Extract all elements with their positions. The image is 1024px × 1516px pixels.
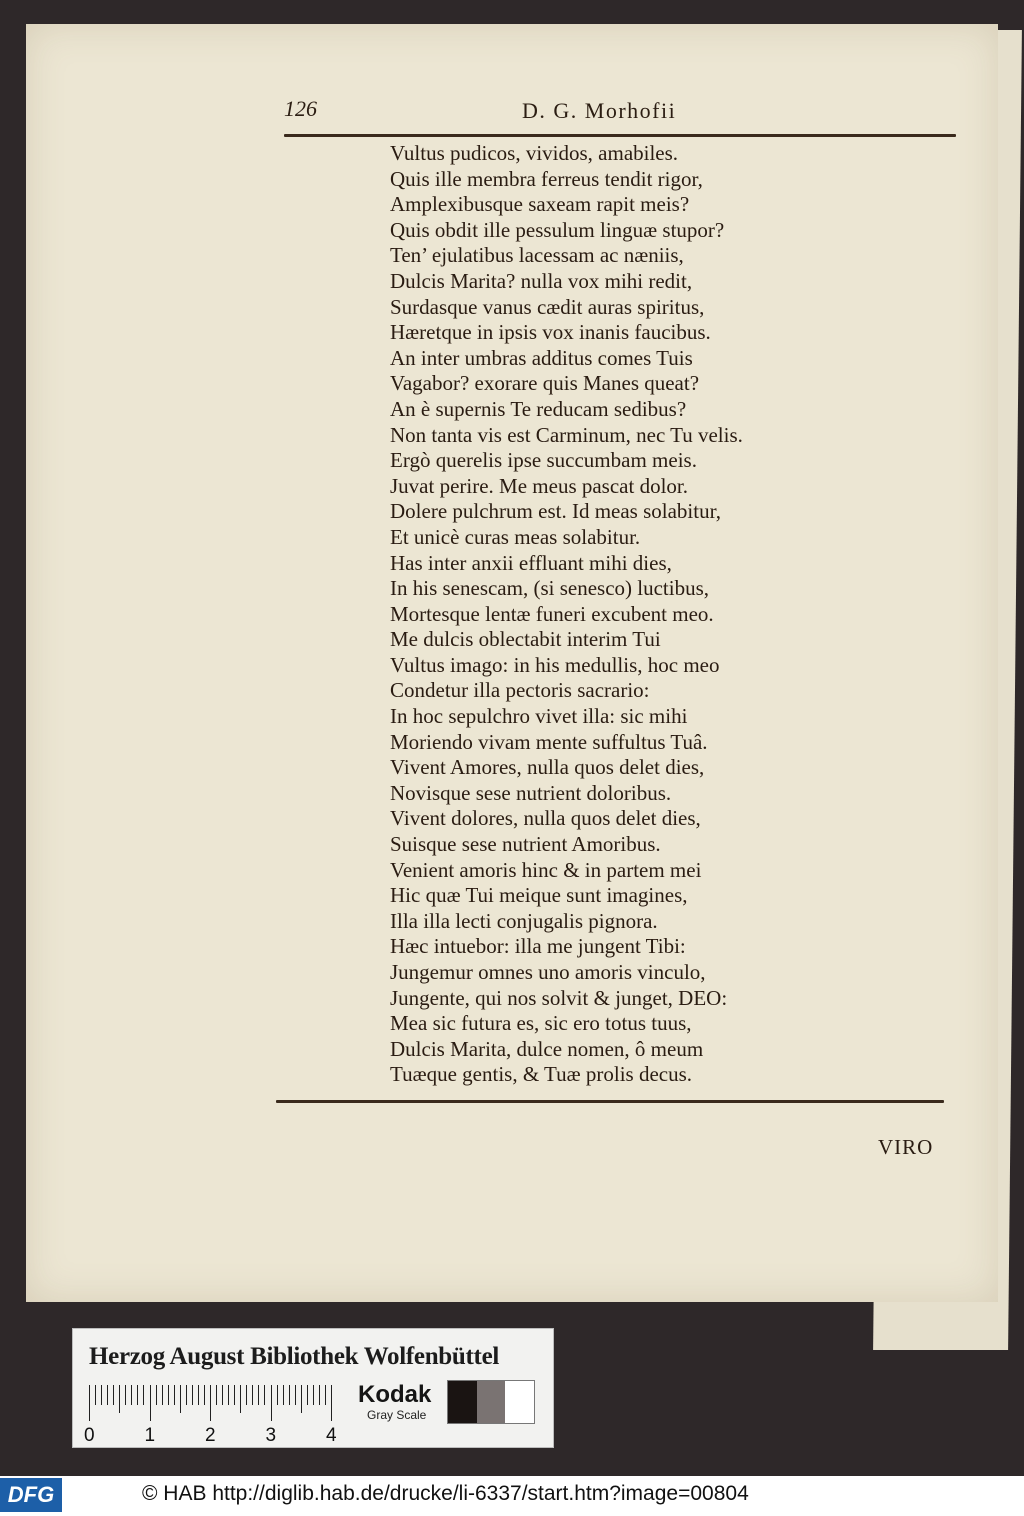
catchword: VIRO (878, 1135, 934, 1159)
verse-line: Illa illa lecti conjugalis pignora. (390, 908, 658, 933)
gray-scale-caption: Gray Scale (367, 1408, 427, 1422)
verse-line: Et unicè curas meas solabitur. (390, 524, 641, 549)
page-header (284, 96, 944, 130)
verse-line: Moriendo vivam mente suffultus Tuâ. (390, 729, 708, 754)
ruler-number: 0 (84, 1425, 95, 1446)
verse-line: Dulcis Marita? nulla vox mihi redit, (390, 268, 693, 293)
verse-line: In hoc sepulchro vivet illa: sic mihi (390, 704, 688, 729)
verse-line: Juvat perire. Me meus pascat dolor. (390, 473, 688, 498)
verse-line: Suisque sese nutrient Amoribus. (390, 832, 661, 857)
ruler-number: 4 (326, 1425, 337, 1446)
verse-line: Hæc intuebor: illa me jungent Tibi: (390, 934, 686, 959)
gray-swatch (477, 1381, 506, 1423)
verse-line: An è supernis Te reducam sedibus? (390, 396, 687, 421)
verse-line: Surdasque vanus cædit auras spiritus, (390, 294, 705, 319)
verse-line: Non tanta vis est Carminum, nec Tu velis. (390, 422, 743, 447)
ruler-tick (252, 1385, 253, 1405)
scale-ruler (84, 1385, 339, 1446)
library-label (72, 1328, 554, 1448)
ruler-tick (101, 1385, 102, 1405)
verse-line: Mortesque lentæ funeri excubent meo. (390, 601, 714, 626)
ruler-tick (301, 1385, 302, 1413)
ruler-tick (228, 1385, 229, 1405)
poem-verse (390, 141, 860, 1088)
verse-line: Has inter anxii effluant mihi dies, (390, 550, 672, 575)
copyright-link[interactable]: © HAB http://diglib.hab.de/drucke/li-6337/start.htm?image=00804 (142, 1482, 749, 1505)
verse-line: Hæretque in ipsis vox inanis faucibus. (390, 320, 711, 345)
ruler-tick (295, 1385, 296, 1405)
verse-line: Quis obdit ille pessulum linguæ stupor? (390, 217, 725, 242)
verse-line: Jungente, qui nos solvit & junget, DEO: (390, 985, 728, 1010)
verse-line: Venient amoris hinc & in partem mei (390, 857, 702, 882)
verse-line: Amplexibusque saxeam rapit meis? (390, 192, 690, 217)
ruler-tick (289, 1385, 290, 1405)
ruler-tick (216, 1385, 217, 1405)
verse-line: Vivent dolores, nulla quos delet dies, (390, 806, 701, 831)
ruler-tick (204, 1385, 205, 1405)
verse-line: In his senescam, (si senesco) luctibus, (390, 576, 710, 601)
ruler-tick (234, 1385, 235, 1405)
ruler-tick (119, 1385, 120, 1413)
kodak-logo: Kodak (358, 1381, 432, 1408)
verse-line: Hic quæ Tui meique sunt imagines, (390, 883, 688, 908)
ruler-tick (258, 1385, 259, 1405)
verse-line: Mea sic futura es, sic ero totus tuus, (390, 1011, 692, 1036)
ruler-tick (283, 1385, 284, 1405)
verse-line: Vultus imago: in his medullis, hoc meo (390, 652, 720, 677)
ruler-tick (198, 1385, 199, 1405)
verse-line: Jungemur omnes uno amoris vinculo, (390, 960, 706, 984)
ruler-tick (180, 1385, 181, 1413)
ruler-tick (307, 1385, 308, 1405)
ruler-tick (325, 1385, 326, 1405)
gray-swatch (505, 1381, 534, 1423)
footer-rule (276, 1100, 944, 1103)
running-head: D. G. Morhofii (522, 98, 677, 123)
ruler-tick (168, 1385, 169, 1405)
ruler-tick (174, 1385, 175, 1405)
ruler-tick (240, 1385, 241, 1413)
ruler-tick (125, 1385, 126, 1405)
verse-line: An inter umbras additus comes Tuis (390, 345, 693, 370)
ruler-tick (137, 1385, 138, 1405)
footer-bar (0, 1476, 1024, 1516)
verse-line: Vivent Amores, nulla quos delet dies, (390, 755, 705, 780)
verse-line: Dulcis Marita, dulce nomen, ô meum (390, 1036, 704, 1061)
ruler-tick (143, 1385, 144, 1405)
ruler-number: 3 (265, 1425, 277, 1446)
ruler-tick (210, 1385, 211, 1421)
ruler-tick (131, 1385, 132, 1405)
verse-line: Vultus pudicos, vividos, amabiles. (390, 141, 679, 165)
ruler-tick (192, 1385, 193, 1405)
ruler-tick (319, 1385, 320, 1405)
verse-line: Tuæque gentis, & Tuæ prolis decus. (390, 1062, 693, 1087)
ruler-tick (95, 1385, 96, 1405)
verse-line: Vagabor? exorare quis Manes queat? (390, 371, 700, 396)
verse-line: Quis ille membra ferreus tendit rigor, (390, 166, 703, 191)
verse-line: Condetur illa pectoris sacrario: (390, 678, 650, 703)
verse-line: Dolere pulchrum est. Id meas solabitur, (390, 499, 721, 524)
ruler-number: 1 (144, 1425, 156, 1446)
ruler-tick (277, 1385, 278, 1405)
ruler-tick (89, 1385, 90, 1421)
ruler-tick (150, 1385, 151, 1421)
verse-line: Ergò querelis ipse succumbam meis. (390, 448, 697, 473)
ruler-tick (186, 1385, 187, 1405)
ruler-tick (107, 1385, 108, 1405)
ruler-tick (331, 1385, 332, 1421)
ruler-tick (246, 1385, 247, 1405)
ruler-tick (313, 1385, 314, 1405)
verse-line: Ten’ ejulatibus lacessam ac næniis, (390, 243, 684, 268)
ruler-number: 2 (205, 1425, 216, 1446)
header-rule (284, 134, 956, 137)
ruler-tick (113, 1385, 114, 1405)
dfg-logo[interactable]: DFG (0, 1478, 62, 1512)
ruler-tick (162, 1385, 163, 1405)
ruler-tick (264, 1385, 265, 1405)
verse-line: Me dulcis oblectabit interim Tui (390, 627, 661, 652)
page-number: 126 (284, 96, 317, 121)
library-name: Herzog August Bibliothek Wolfenbüttel (89, 1343, 500, 1370)
ruler-tick (222, 1385, 223, 1405)
gray-swatch (448, 1381, 477, 1423)
verse-line: Novisque sese nutrient doloribus. (390, 780, 672, 805)
gray-scale-swatches (447, 1380, 535, 1424)
ruler-tick (271, 1385, 272, 1421)
ruler-tick (156, 1385, 157, 1405)
